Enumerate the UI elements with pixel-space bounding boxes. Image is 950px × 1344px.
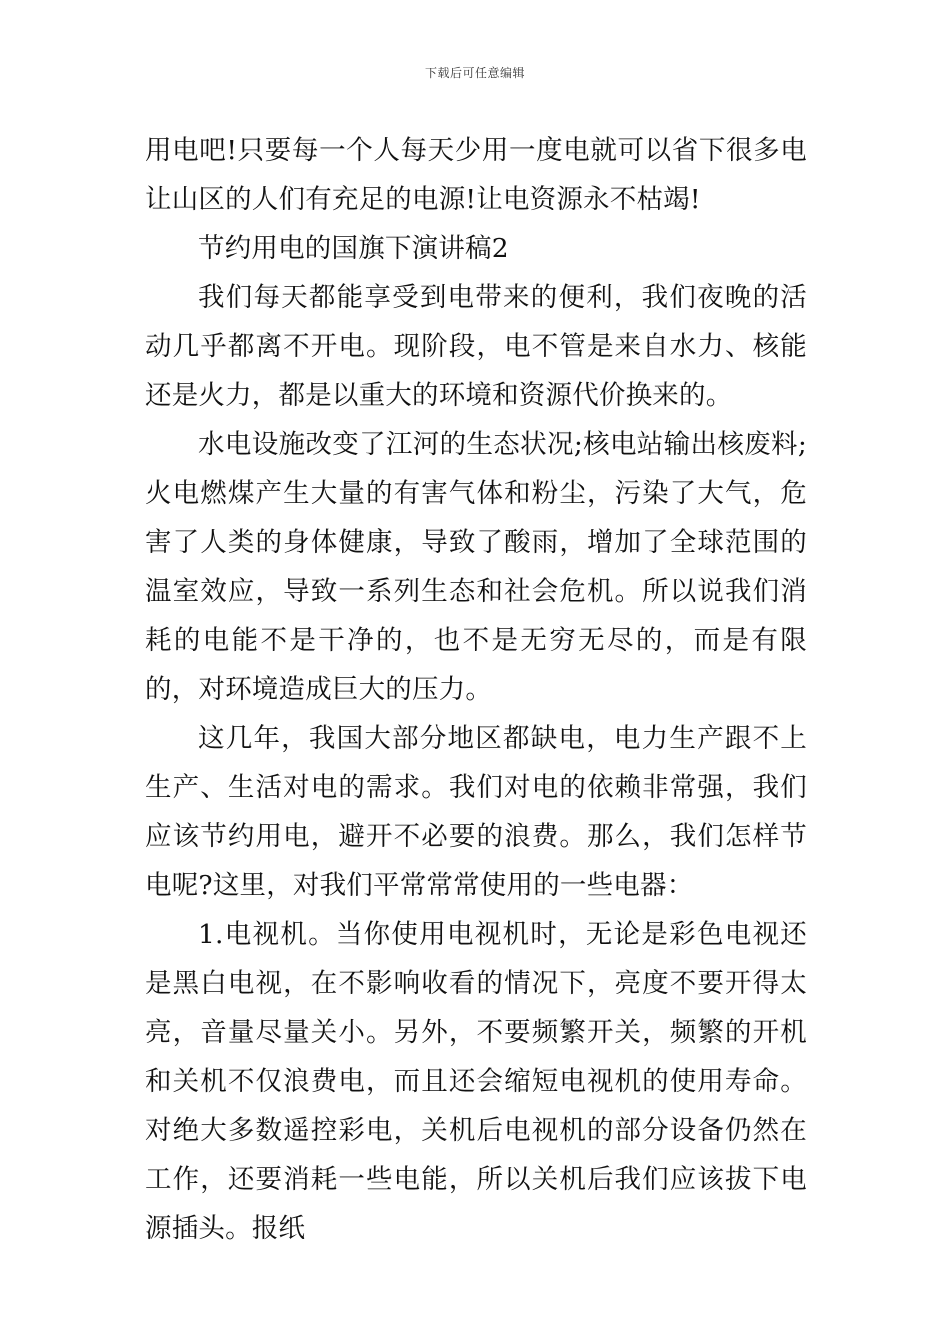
paragraph-4: 这几年，我国大部分地区都缺电，电力生产跟不上生产、生活对电的需求。我们对电的依赖非常强，我们应该节约用电，避开不必要的浪费。那么，我们怎样节电呢?这里，对我们平常常常使用的一些电器： [145,723,807,901]
page-header: 下载后可任意编辑 [424,66,525,80]
paragraph-1: 用电吧!只要每一个人每天少用一度电就可以省下很多电让山区的人们有充足的电源!让电资源永不枯竭! [145,135,807,215]
paragraph-5: 1.电视机。当你使用电视机时，无论是彩色电视还是黑白电视，在不影响收看的情况下，亮度不要开得太亮，音量尽量关小。另外，不要频繁开关，频繁的开机和关机不仅浪费电，而且还会缩短电视机的使用寿命。对绝大多数遥控彩电，关机后电视机的部分设备仍然在工作，还要消耗一些电能，所以关机后我们应该拔下电源插头。报纸 [145,919,807,1244]
section-title: 节约用电的国旗下演讲稿2 [198,233,509,264]
paragraph-2: 我们每天都能享受到电带来的便利，我们夜晚的活动几乎都离不开电。现阶段，电不管是来自水力、核能还是火力，都是以重大的环境和资源代价换来的。 [145,282,807,411]
document-body [145,126,807,1253]
paragraph-3: 水电设施改变了江河的生态状况;核电站输出核废料;火电燃煤产生大量的有害气体和粉尘，污染了大气，危害了人类的身体健康，导致了酸雨，增加了全球范围的温室效应，导致一系列生态和社会危机。所以说我们消耗的电能不是干净的，也不是无穷无尽的，而是有限的，对环境造成巨大的压力。 [145,429,807,705]
